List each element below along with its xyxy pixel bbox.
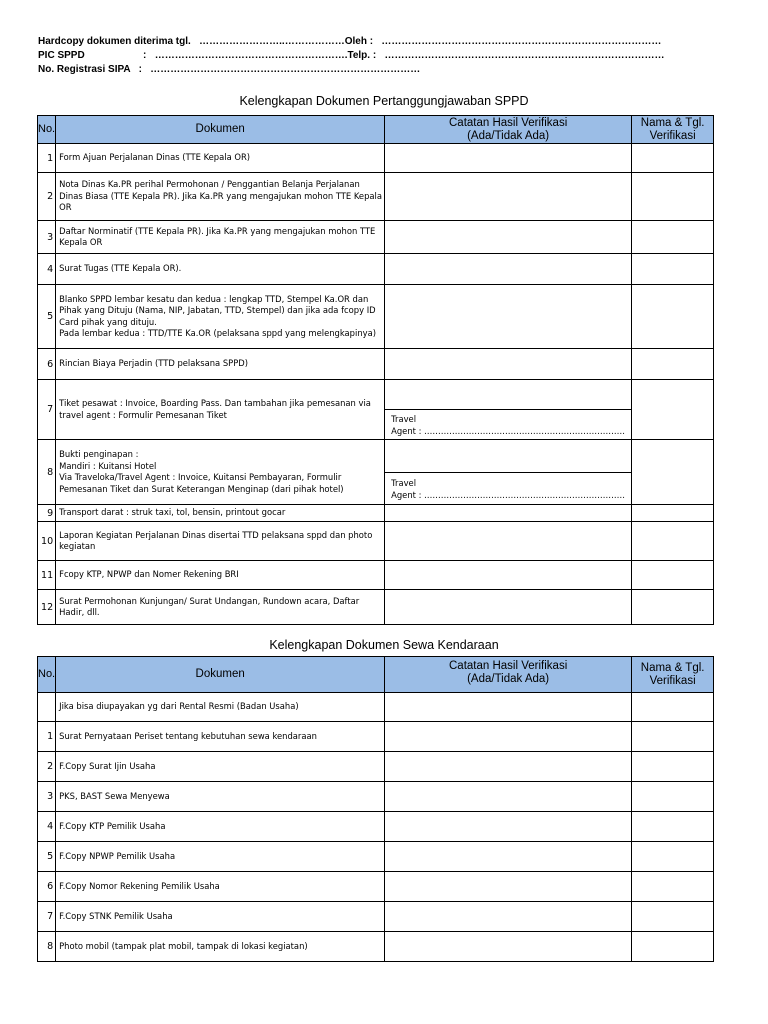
document-description: Blanko SPPD lembar kesatu dan kedua : lengkap TTD, Stempel Ka.OR dan Pihak yang Dituju (Nama, NIP, Jabatan, TTD, Stempel) dan jika ada fcopy ID Card pihak yang dituju. Pada lembar kedua : TTD/TTE Ka.OR (pelaksana sppd yang melengkapinya) xyxy=(56,285,385,349)
verification-note-cell[interactable] xyxy=(385,522,632,561)
sppd-section-title: Kelengkapan Dokumen Pertanggungjawaban SPPD xyxy=(239,94,529,108)
registration-line: No. Registrasi SIPA : ……………………………………………………………………… xyxy=(38,64,421,75)
travel-agent-field[interactable]: Travel Agent : ……………………………………………………………… xyxy=(385,410,632,440)
verification-note-cell[interactable] xyxy=(385,144,632,173)
row-number: 2 xyxy=(38,752,56,782)
document-description: Daftar Norminatif (TTE Kepala PR). Jika Ka.PR yang mengajukan mohon TTE Kepala OR xyxy=(56,221,385,254)
verification-note-cell[interactable] xyxy=(385,285,632,349)
table-row xyxy=(38,561,714,590)
col-verification-note-header: Catatan Hasil Verifikasi (Ada/Tidak Ada) xyxy=(385,657,632,693)
table-row xyxy=(38,590,714,625)
verifier-name-date-cell[interactable] xyxy=(632,812,714,842)
verification-note-cell[interactable] xyxy=(385,782,632,812)
verifier-name-date-cell[interactable] xyxy=(632,380,714,440)
verification-note-cell[interactable] xyxy=(385,812,632,842)
col-no-header: No. xyxy=(38,657,56,693)
document-description: F.Copy STNK Pemilik Usaha xyxy=(56,902,385,932)
verifier-name-date-cell[interactable] xyxy=(632,752,714,782)
row-number: 6 xyxy=(38,349,56,380)
table-row xyxy=(38,349,714,380)
verifier-name-date-cell[interactable] xyxy=(632,522,714,561)
verification-note-cell[interactable] xyxy=(385,722,632,752)
document-description: Photo mobil (tampak plat mobil, tampak di lokasi kegiatan) xyxy=(56,932,385,962)
verifier-name-date-cell[interactable] xyxy=(632,842,714,872)
verifier-name-date-cell[interactable] xyxy=(632,782,714,812)
table-row xyxy=(38,752,714,782)
row-number: 1 xyxy=(38,722,56,752)
verification-note-cell[interactable] xyxy=(385,932,632,962)
row-number: 5 xyxy=(38,842,56,872)
document-description: Surat Pernyataan Periset tentang kebutuhan sewa kendaraan xyxy=(56,722,385,752)
document-description: F.Copy Nomor Rekening Pemilik Usaha xyxy=(56,872,385,902)
row-number: 2 xyxy=(38,173,56,221)
verifier-name-date-cell[interactable] xyxy=(632,285,714,349)
document-description: Rincian Biaya Perjadin (TTD pelaksana SPPD) xyxy=(56,349,385,380)
verifier-name-date-cell[interactable] xyxy=(632,932,714,962)
document-description: Transport darat : struk taxi, tol, bensin, printout gocar xyxy=(56,505,385,522)
verifier-name-date-cell[interactable] xyxy=(632,349,714,380)
verification-note-cell[interactable] xyxy=(385,173,632,221)
table-row xyxy=(38,505,714,522)
document-description: Bukti penginapan : Mandiri : Kuitansi Hotel Via Traveloka/Travel Agent : Invoice, Kuitansi Pembayaran, Formulir Pemesanan Tiket dan Surat Keterangan Menginap (dari pihak hotel) xyxy=(56,440,385,505)
col-no-header: No. xyxy=(38,116,56,144)
travel-agent-field[interactable]: Travel Agent : ……………………………………………………………… xyxy=(385,473,632,505)
row-number: 5 xyxy=(38,285,56,349)
col-document-header: Dokumen xyxy=(56,657,385,693)
row-number: 12 xyxy=(38,590,56,625)
row-number: 4 xyxy=(38,254,56,285)
verification-note-cell[interactable] xyxy=(385,842,632,872)
verification-note-cell[interactable] xyxy=(385,902,632,932)
verifier-name-date-cell[interactable] xyxy=(632,254,714,285)
pic-sppd-line: PIC SPPD : ………………………………………………….Telp. : ………………………………………………………………………… xyxy=(38,50,665,61)
verification-note-cell[interactable] xyxy=(385,254,632,285)
table-row xyxy=(38,285,714,349)
table-row xyxy=(38,522,714,561)
row-number: 7 xyxy=(38,902,56,932)
verifier-name-date-cell[interactable] xyxy=(632,693,714,722)
document-description: Form Ajuan Perjalanan Dinas (TTE Kepala OR) xyxy=(56,144,385,173)
row-number: 8 xyxy=(38,932,56,962)
document-description: Fcopy KTP, NPWP dan Nomer Rekening BRI xyxy=(56,561,385,590)
verifier-name-date-cell[interactable] xyxy=(632,902,714,932)
verification-note-cell[interactable] xyxy=(385,590,632,625)
document-description: F.Copy KTP Pemilik Usaha xyxy=(56,812,385,842)
verification-note-cell[interactable] xyxy=(385,349,632,380)
verification-note-cell[interactable] xyxy=(385,380,632,410)
document-description: F.Copy NPWP Pemilik Usaha xyxy=(56,842,385,872)
verification-note-cell[interactable] xyxy=(385,505,632,522)
table-row xyxy=(38,812,714,842)
table-row xyxy=(38,693,714,722)
sppd-table xyxy=(37,115,714,625)
row-number: 8 xyxy=(38,440,56,505)
row-number: 3 xyxy=(38,221,56,254)
document-description: Nota Dinas Ka.PR perihal Permohonan / Penggantian Belanja Perjalanan Dinas Biasa (TTE Kepala PR). Jika Ka.PR yang mengajukan mohon TTE Kepala OR xyxy=(56,173,385,221)
received-date-line: Hardcopy dokumen diterima tgl. ……………………..………………Oleh : ………………………………………………………………………… xyxy=(38,36,662,47)
table-row xyxy=(38,842,714,872)
verifier-name-date-cell[interactable] xyxy=(632,561,714,590)
document-description: Laporan Kegiatan Perjalanan Dinas disertai TTD pelaksana sppd dan photo kegiatan xyxy=(56,522,385,561)
table-row xyxy=(38,722,714,752)
verification-note-cell[interactable] xyxy=(385,221,632,254)
table-row xyxy=(38,872,714,902)
document-description: PKS, BAST Sewa Menyewa xyxy=(56,782,385,812)
table-row xyxy=(38,173,714,221)
table-row xyxy=(38,440,714,473)
row-number xyxy=(38,693,56,722)
document-description: Tiket pesawat : Invoice, Boarding Pass. Dan tambahan jika pemesanan via travel agent : Formulir Pemesanan Tiket xyxy=(56,380,385,440)
row-number: 4 xyxy=(38,812,56,842)
verification-note-cell[interactable] xyxy=(385,872,632,902)
row-number: 3 xyxy=(38,782,56,812)
row-number: 10 xyxy=(38,522,56,561)
verifier-name-date-cell[interactable] xyxy=(632,590,714,625)
row-number: 9 xyxy=(38,505,56,522)
table-row xyxy=(38,782,714,812)
verification-note-cell[interactable] xyxy=(385,440,632,473)
document-description: Surat Tugas (TTE Kepala OR). xyxy=(56,254,385,285)
row-number: 11 xyxy=(38,561,56,590)
col-verification-note-header: Catatan Hasil Verifikasi (Ada/Tidak Ada) xyxy=(385,116,632,144)
row-number: 7 xyxy=(38,380,56,440)
table-row xyxy=(38,380,714,410)
verifier-name-date-cell[interactable] xyxy=(632,440,714,505)
document-description: Surat Permohonan Kunjungan/ Surat Undangan, Rundown acara, Daftar Hadir, dll. xyxy=(56,590,385,625)
verifier-name-date-cell[interactable] xyxy=(632,173,714,221)
table-row xyxy=(38,932,714,962)
document-description: Jika bisa diupayakan yg dari Rental Resmi (Badan Usaha) xyxy=(56,693,385,722)
row-number: 1 xyxy=(38,144,56,173)
table-row xyxy=(38,144,714,173)
col-verifier-name-header: Nama & Tgl. Verifikasi xyxy=(632,657,714,693)
verifier-name-date-cell[interactable] xyxy=(632,722,714,752)
row-number: 6 xyxy=(38,872,56,902)
sewa-table xyxy=(37,656,714,962)
table-row xyxy=(38,902,714,932)
verification-note-cell[interactable] xyxy=(385,693,632,722)
verifier-name-date-cell[interactable] xyxy=(632,505,714,522)
col-verifier-name-header: Nama & Tgl. Verifikasi xyxy=(632,116,714,144)
verification-note-cell[interactable] xyxy=(385,561,632,590)
table-row xyxy=(38,254,714,285)
sewa-section-title: Kelengkapan Dokumen Sewa Kendaraan xyxy=(269,638,499,652)
table-row xyxy=(38,221,714,254)
verifier-name-date-cell[interactable] xyxy=(632,872,714,902)
col-document-header: Dokumen xyxy=(56,116,385,144)
verification-note-cell[interactable] xyxy=(385,752,632,782)
verifier-name-date-cell[interactable] xyxy=(632,144,714,173)
document-description: F.Copy Surat Ijin Usaha xyxy=(56,752,385,782)
verifier-name-date-cell[interactable] xyxy=(632,221,714,254)
